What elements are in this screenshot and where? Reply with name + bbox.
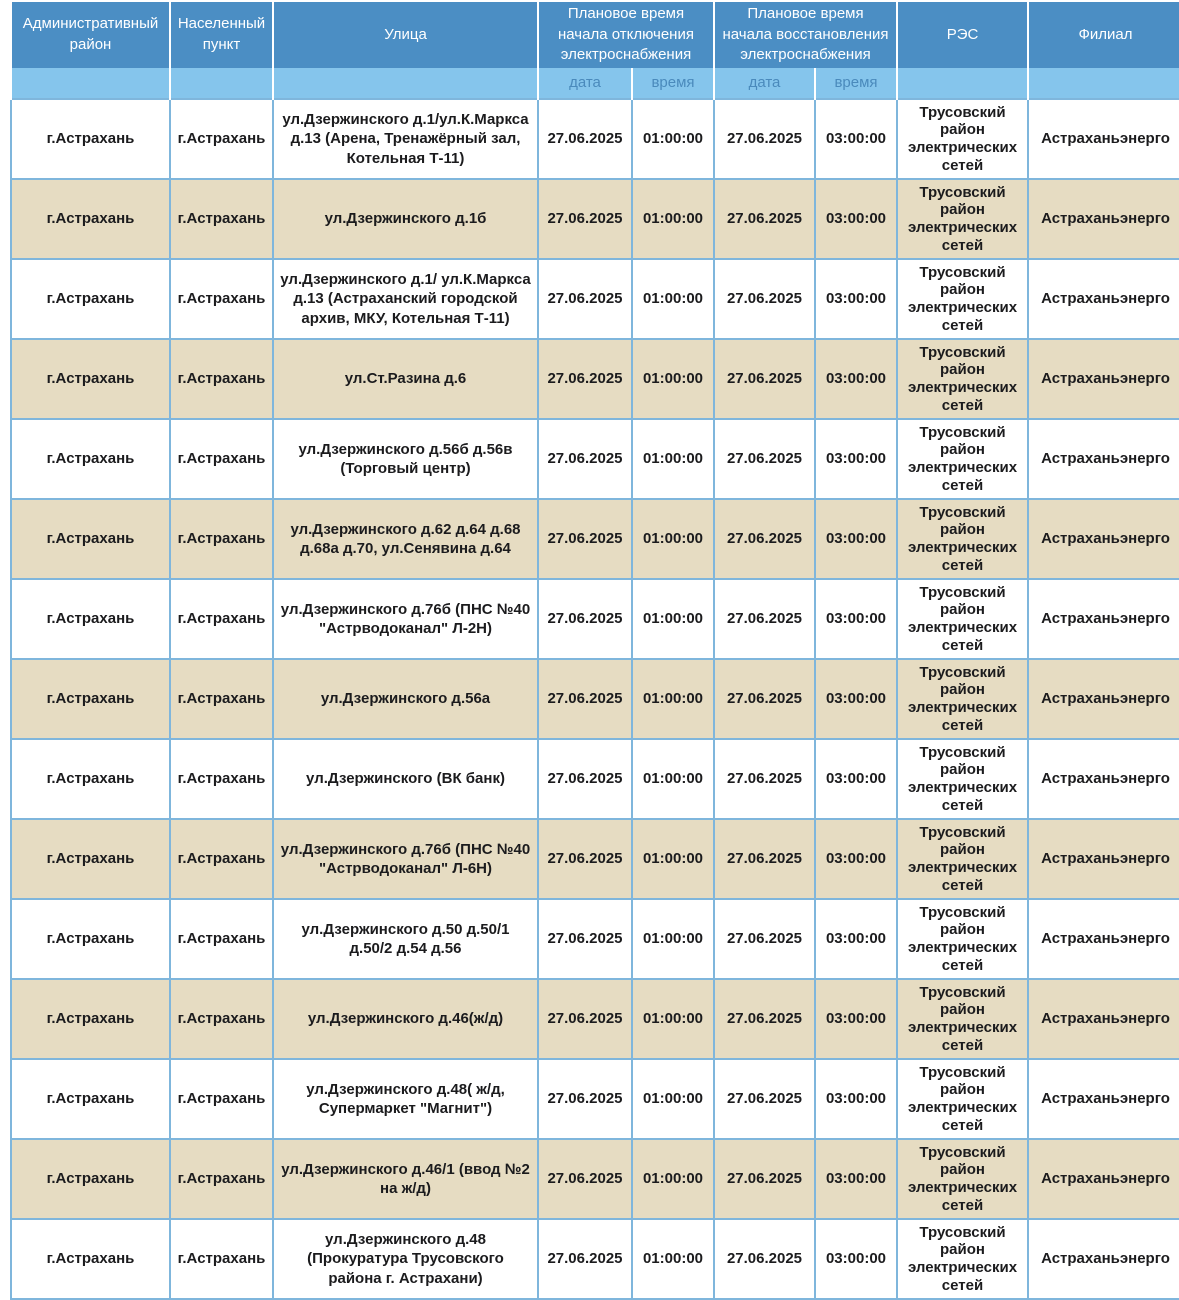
cell-admin-district: г.Астрахань [11,579,170,659]
cell-admin-district: г.Астрахань [11,1219,170,1299]
table-row [11,899,1179,979]
cell-restore-time: 03:00:00 [815,419,897,499]
table-row [11,819,1179,899]
cell-restore-time: 03:00:00 [815,979,897,1059]
cell-restore-date: 27.06.2025 [714,1059,815,1139]
table-row [11,659,1179,739]
cell-res: Трусовский район электрических сетей [897,339,1028,419]
cell-outage-time: 01:00:00 [632,819,714,899]
outage-schedule [10,2,1179,1300]
col-header-outage-start: Плановое время начала отключения электроснабжения [538,2,714,68]
cell-restore-date: 27.06.2025 [714,819,815,899]
cell-restore-date: 27.06.2025 [714,579,815,659]
cell-restore-time: 03:00:00 [815,1139,897,1219]
cell-res: Трусовский район электрических сетей [897,819,1028,899]
cell-branch: Астраханьэнерго [1028,499,1179,579]
cell-res: Трусовский район электрических сетей [897,499,1028,579]
cell-outage-time: 01:00:00 [632,419,714,499]
cell-settlement: г.Астрахань [170,659,273,739]
col-header-settlement: Населенный пункт [170,2,273,68]
cell-res: Трусовский район электрических сетей [897,99,1028,179]
cell-restore-date: 27.06.2025 [714,339,815,419]
cell-restore-time: 03:00:00 [815,99,897,179]
cell-outage-date: 27.06.2025 [538,579,632,659]
cell-outage-time: 01:00:00 [632,499,714,579]
table-row [11,1139,1179,1219]
cell-res: Трусовский район электрических сетей [897,739,1028,819]
cell-street: ул.Дзержинского д.46/1 (ввод №2 на ж/д) [273,1139,538,1219]
cell-admin-district: г.Астрахань [11,1059,170,1139]
outage-table-body [11,99,1179,1299]
cell-branch: Астраханьэнерго [1028,739,1179,819]
col-header-admin-district: Административный район [11,2,170,68]
cell-street: ул.Ст.Разина д.6 [273,339,538,419]
cell-restore-date: 27.06.2025 [714,259,815,339]
cell-restore-time: 03:00:00 [815,819,897,899]
cell-settlement: г.Астрахань [170,579,273,659]
cell-branch: Астраханьэнерго [1028,259,1179,339]
cell-restore-date: 27.06.2025 [714,659,815,739]
table-row [11,1219,1179,1299]
cell-outage-date: 27.06.2025 [538,1219,632,1299]
cell-restore-date: 27.06.2025 [714,899,815,979]
cell-outage-date: 27.06.2025 [538,979,632,1059]
cell-outage-time: 01:00:00 [632,899,714,979]
cell-outage-time: 01:00:00 [632,99,714,179]
subcol-header-restore-time: время [815,68,897,99]
cell-admin-district: г.Астрахань [11,179,170,259]
table-row [11,339,1179,419]
table-row [11,979,1179,1059]
cell-branch: Астраханьэнерго [1028,1219,1179,1299]
cell-restore-time: 03:00:00 [815,739,897,819]
table-row [11,179,1179,259]
cell-street: ул.Дзержинского д.1/ ул.К.Маркса д.13 (Астраханский городской архив, МКУ, Котельная Т-11) [273,259,538,339]
cell-branch: Астраханьэнерго [1028,1139,1179,1219]
cell-res: Трусовский район электрических сетей [897,179,1028,259]
table-row [11,259,1179,339]
table-header [11,2,1179,99]
cell-outage-date: 27.06.2025 [538,1059,632,1139]
subheader-spacer-street [273,68,538,99]
cell-res: Трусовский район электрических сетей [897,579,1028,659]
cell-restore-time: 03:00:00 [815,1059,897,1139]
cell-res: Трусовский район электрических сетей [897,979,1028,1059]
cell-settlement: г.Астрахань [170,819,273,899]
col-header-restore-start: Плановое время начала восстановления электроснабжения [714,2,897,68]
cell-res: Трусовский район электрических сетей [897,1139,1028,1219]
cell-street: ул.Дзержинского д.1/ул.К.Маркса д.13 (Арена, Тренажёрный зал, Котельная Т-11) [273,99,538,179]
cell-admin-district: г.Астрахань [11,659,170,739]
col-header-branch: Филиал [1028,2,1179,68]
cell-outage-date: 27.06.2025 [538,339,632,419]
cell-admin-district: г.Астрахань [11,259,170,339]
cell-restore-date: 27.06.2025 [714,179,815,259]
cell-outage-date: 27.06.2025 [538,659,632,739]
cell-outage-time: 01:00:00 [632,339,714,419]
header-row-main [11,2,1179,68]
cell-restore-time: 03:00:00 [815,659,897,739]
cell-settlement: г.Астрахань [170,339,273,419]
subheader-spacer-settlement [170,68,273,99]
subcol-header-restore-date: дата [714,68,815,99]
cell-outage-time: 01:00:00 [632,259,714,339]
cell-outage-time: 01:00:00 [632,179,714,259]
cell-admin-district: г.Астрахань [11,739,170,819]
cell-outage-date: 27.06.2025 [538,499,632,579]
table-row [11,419,1179,499]
cell-settlement: г.Астрахань [170,499,273,579]
cell-outage-time: 01:00:00 [632,1139,714,1219]
cell-branch: Астраханьэнерго [1028,979,1179,1059]
col-header-res: РЭС [897,2,1028,68]
cell-settlement: г.Астрахань [170,1059,273,1139]
table-row [11,99,1179,179]
cell-street: ул.Дзержинского д.76б (ПНС №40 "Астрводоканал" Л-6Н) [273,819,538,899]
cell-res: Трусовский район электрических сетей [897,659,1028,739]
cell-admin-district: г.Астрахань [11,99,170,179]
cell-restore-date: 27.06.2025 [714,739,815,819]
cell-outage-time: 01:00:00 [632,579,714,659]
cell-res: Трусовский район электрических сетей [897,259,1028,339]
table-row [11,1059,1179,1139]
cell-branch: Астраханьэнерго [1028,899,1179,979]
cell-street: ул.Дзержинского д.1б [273,179,538,259]
subcol-header-outage-time: время [632,68,714,99]
table-row [11,499,1179,579]
cell-restore-time: 03:00:00 [815,259,897,339]
cell-settlement: г.Астрахань [170,899,273,979]
table-row [11,739,1179,819]
cell-outage-date: 27.06.2025 [538,419,632,499]
cell-outage-time: 01:00:00 [632,1059,714,1139]
cell-admin-district: г.Астрахань [11,979,170,1059]
cell-outage-time: 01:00:00 [632,739,714,819]
cell-settlement: г.Астрахань [170,259,273,339]
cell-street: ул.Дзержинского д.48( ж/д, Супермаркет "Магнит") [273,1059,538,1139]
cell-settlement: г.Астрахань [170,99,273,179]
table-row [11,579,1179,659]
cell-branch: Астраханьэнерго [1028,419,1179,499]
cell-restore-time: 03:00:00 [815,1219,897,1299]
cell-admin-district: г.Астрахань [11,899,170,979]
header-row-sub [11,68,1179,99]
cell-res: Трусовский район электрических сетей [897,1219,1028,1299]
cell-settlement: г.Астрахань [170,1219,273,1299]
cell-restore-time: 03:00:00 [815,899,897,979]
cell-outage-time: 01:00:00 [632,1219,714,1299]
cell-street: ул.Дзержинского (ВК банк) [273,739,538,819]
cell-admin-district: г.Астрахань [11,339,170,419]
cell-admin-district: г.Астрахань [11,1139,170,1219]
cell-restore-date: 27.06.2025 [714,99,815,179]
cell-res: Трусовский район электрических сетей [897,1059,1028,1139]
cell-street: ул.Дзержинского д.62 д.64 д.68 д.68а д.70, ул.Сенявина д.64 [273,499,538,579]
cell-restore-time: 03:00:00 [815,179,897,259]
cell-settlement: г.Астрахань [170,979,273,1059]
cell-restore-time: 03:00:00 [815,339,897,419]
col-header-street: Улица [273,2,538,68]
cell-branch: Астраханьэнерго [1028,819,1179,899]
subcol-header-outage-date: дата [538,68,632,99]
cell-branch: Астраханьэнерго [1028,1059,1179,1139]
cell-settlement: г.Астрахань [170,1139,273,1219]
cell-admin-district: г.Астрахань [11,819,170,899]
cell-outage-date: 27.06.2025 [538,739,632,819]
cell-restore-time: 03:00:00 [815,499,897,579]
cell-branch: Астраханьэнерго [1028,179,1179,259]
cell-settlement: г.Астрахань [170,419,273,499]
subheader-spacer-admin-district [11,68,170,99]
cell-admin-district: г.Астрахань [11,499,170,579]
cell-outage-date: 27.06.2025 [538,259,632,339]
cell-restore-date: 27.06.2025 [714,1139,815,1219]
cell-branch: Астраханьэнерго [1028,659,1179,739]
cell-settlement: г.Астрахань [170,179,273,259]
cell-street: ул.Дзержинского д.76б (ПНС №40 "Астрводоканал" Л-2Н) [273,579,538,659]
cell-res: Трусовский район электрических сетей [897,419,1028,499]
cell-outage-date: 27.06.2025 [538,179,632,259]
subheader-spacer-branch [1028,68,1179,99]
cell-res: Трусовский район электрических сетей [897,899,1028,979]
cell-outage-date: 27.06.2025 [538,99,632,179]
cell-branch: Астраханьэнерго [1028,339,1179,419]
cell-street: ул.Дзержинского д.56а [273,659,538,739]
cell-restore-date: 27.06.2025 [714,1219,815,1299]
cell-branch: Астраханьэнерго [1028,99,1179,179]
cell-street: ул.Дзержинского д.48 (Прокуратура Трусовского района г. Астрахани) [273,1219,538,1299]
cell-street: ул.Дзержинского д.56б д.56в (Торговый центр) [273,419,538,499]
cell-outage-time: 01:00:00 [632,979,714,1059]
cell-outage-date: 27.06.2025 [538,819,632,899]
cell-restore-date: 27.06.2025 [714,419,815,499]
cell-outage-date: 27.06.2025 [538,899,632,979]
subheader-spacer-res [897,68,1028,99]
cell-branch: Астраханьэнерго [1028,579,1179,659]
cell-restore-date: 27.06.2025 [714,979,815,1059]
cell-settlement: г.Астрахань [170,739,273,819]
cell-restore-time: 03:00:00 [815,579,897,659]
cell-outage-time: 01:00:00 [632,659,714,739]
cell-street: ул.Дзержинского д.46(ж/д) [273,979,538,1059]
cell-outage-date: 27.06.2025 [538,1139,632,1219]
cell-restore-date: 27.06.2025 [714,499,815,579]
cell-street: ул.Дзержинского д.50 д.50/1 д.50/2 д.54 д.56 [273,899,538,979]
outage-schedule-table [10,2,1179,1300]
cell-admin-district: г.Астрахань [11,419,170,499]
